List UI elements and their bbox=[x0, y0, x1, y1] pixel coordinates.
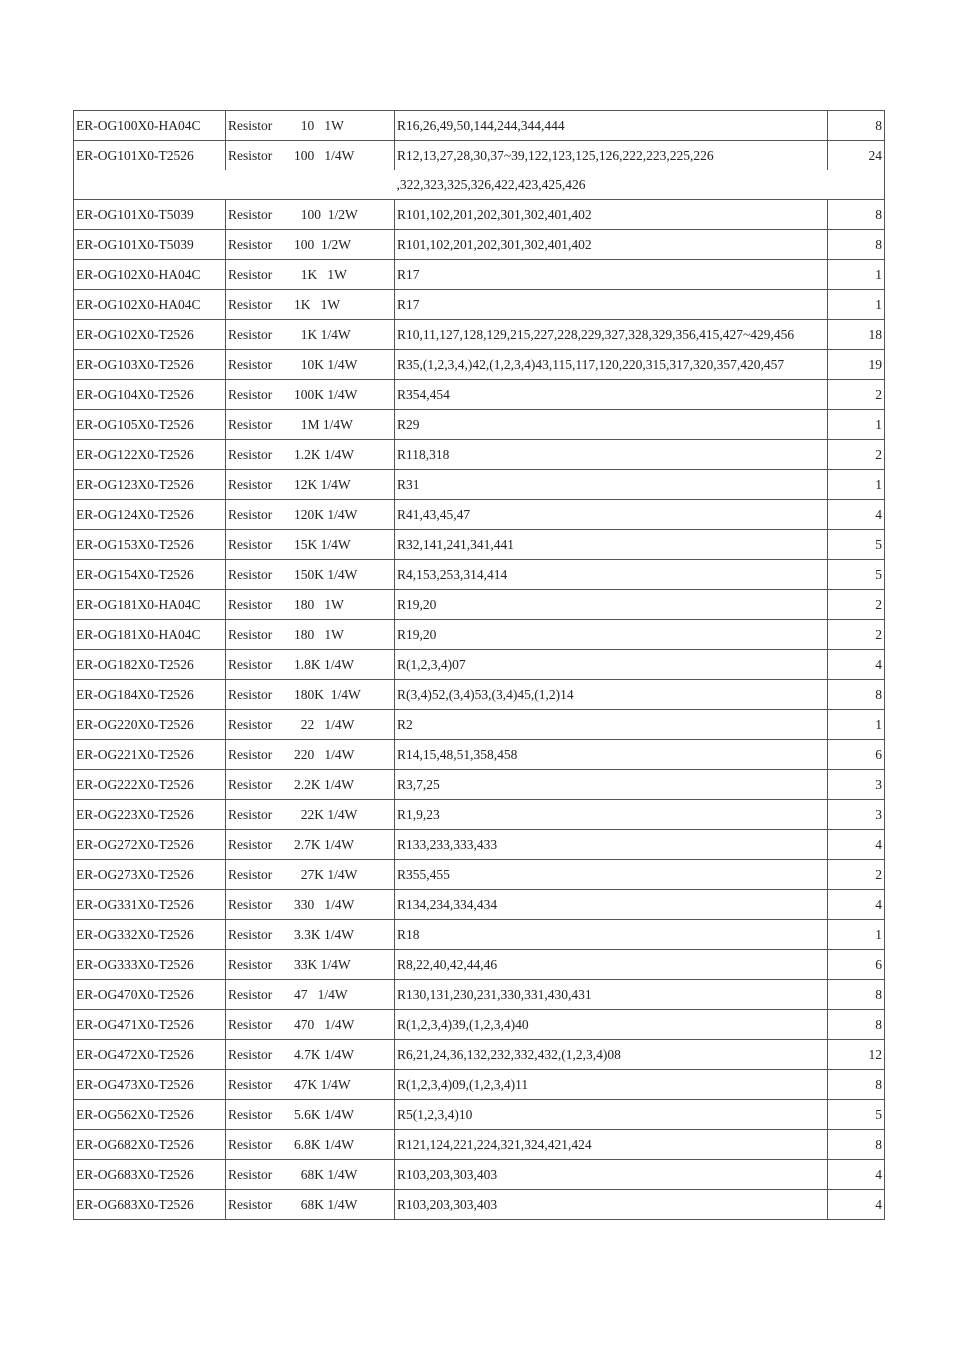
component-value: 470 1/4W bbox=[294, 1016, 355, 1032]
reference-designators-cell: R31 bbox=[395, 470, 828, 500]
quantity-cell: 2 bbox=[828, 620, 885, 650]
component-value: 1.2K 1/4W bbox=[294, 446, 354, 462]
reference-designators-cell: R4,153,253,314,414 bbox=[395, 560, 828, 590]
table-row bbox=[74, 200, 885, 230]
reference-designators-cell: R103,203,303,403 bbox=[395, 1160, 828, 1190]
component-type: Resistor bbox=[228, 686, 273, 702]
component-type: Resistor bbox=[228, 386, 273, 402]
quantity-cell: 5 bbox=[828, 530, 885, 560]
reference-designators-cell: R8,22,40,42,44,46 bbox=[395, 950, 828, 980]
component-value: 1K 1W bbox=[294, 266, 347, 282]
component-type: Resistor bbox=[228, 716, 273, 732]
part-number-cell: ER-OG472X0-T2526 bbox=[74, 1040, 226, 1070]
description-cell bbox=[226, 620, 395, 650]
reference-designators-cell: R3,7,25 bbox=[395, 770, 828, 800]
component-type: Resistor bbox=[228, 596, 273, 612]
description-cell bbox=[226, 320, 395, 350]
table-row bbox=[74, 710, 885, 740]
quantity-cell: 8 bbox=[828, 680, 885, 710]
reference-designators-cell: R29 bbox=[395, 410, 828, 440]
quantity-cell: 6 bbox=[828, 740, 885, 770]
description-cell bbox=[226, 380, 395, 410]
description-cell bbox=[226, 560, 395, 590]
table-row bbox=[74, 980, 885, 1010]
quantity-cell: 4 bbox=[828, 890, 885, 920]
description-cell bbox=[226, 410, 395, 440]
description-cell bbox=[226, 740, 395, 770]
component-type: Resistor bbox=[228, 926, 273, 942]
reference-designators-cell: R130,131,230,231,330,331,430,431 bbox=[395, 980, 828, 1010]
component-value: 1M 1/4W bbox=[294, 416, 353, 432]
description-cell bbox=[226, 350, 395, 380]
description-cell bbox=[226, 1040, 395, 1070]
component-type: Resistor bbox=[228, 1136, 273, 1152]
part-number-cell: ER-OG123X0-T2526 bbox=[74, 470, 226, 500]
reference-designators-cell: R17 bbox=[395, 260, 828, 290]
component-type: Resistor bbox=[228, 416, 273, 432]
table-row bbox=[74, 111, 885, 141]
reference-designators-cell: R12,13,27,28,30,37~39,122,123,125,126,222,223,225,226 bbox=[395, 141, 828, 171]
quantity-cell: 19 bbox=[828, 350, 885, 380]
description-cell bbox=[226, 830, 395, 860]
quantity-cell: 1 bbox=[828, 710, 885, 740]
table-row bbox=[74, 950, 885, 980]
part-number-cell: ER-OG331X0-T2526 bbox=[74, 890, 226, 920]
quantity-cell: 2 bbox=[828, 860, 885, 890]
description-cell bbox=[226, 680, 395, 710]
reference-designators-cell: R19,20 bbox=[395, 590, 828, 620]
component-type: Resistor bbox=[228, 656, 273, 672]
bom-table bbox=[73, 110, 885, 1220]
component-type: Resistor bbox=[228, 446, 273, 462]
component-value: 10K 1/4W bbox=[294, 356, 358, 372]
table-row bbox=[74, 230, 885, 260]
component-type: Resistor bbox=[228, 956, 273, 972]
component-value: 100 1/2W bbox=[294, 206, 358, 222]
component-type: Resistor bbox=[228, 296, 273, 312]
table-row bbox=[74, 740, 885, 770]
component-type: Resistor bbox=[228, 1196, 273, 1212]
part-number-cell: ER-OG272X0-T2526 bbox=[74, 830, 226, 860]
component-type: Resistor bbox=[228, 536, 273, 552]
table-row bbox=[74, 350, 885, 380]
table-row bbox=[74, 1190, 885, 1220]
table-row bbox=[74, 260, 885, 290]
component-type: Resistor bbox=[228, 117, 273, 133]
table-row bbox=[74, 680, 885, 710]
component-value: 100 1/4W bbox=[294, 147, 355, 163]
description-cell bbox=[226, 1070, 395, 1100]
table-row bbox=[74, 470, 885, 500]
table-row bbox=[74, 1130, 885, 1160]
part-number-cell: ER-OG184X0-T2526 bbox=[74, 680, 226, 710]
quantity-cell: 12 bbox=[828, 1040, 885, 1070]
table-row bbox=[74, 890, 885, 920]
reference-designators-cell: R(1,2,3,4)39,(1,2,3,4)40 bbox=[395, 1010, 828, 1040]
component-type: Resistor bbox=[228, 1166, 273, 1182]
component-value: 47K 1/4W bbox=[294, 1076, 351, 1092]
component-value: 180 1W bbox=[294, 626, 344, 642]
table-row bbox=[74, 800, 885, 830]
component-value: 10 1W bbox=[294, 117, 344, 133]
component-value: 120K 1/4W bbox=[294, 506, 358, 522]
table-row bbox=[74, 770, 885, 800]
quantity-cell: 3 bbox=[828, 800, 885, 830]
component-type: Resistor bbox=[228, 806, 273, 822]
reference-designators-cell: R101,102,201,202,301,302,401,402 bbox=[395, 200, 828, 230]
part-number-cell: ER-OG683X0-T2526 bbox=[74, 1160, 226, 1190]
part-number-cell: ER-OG222X0-T2526 bbox=[74, 770, 226, 800]
reference-designators-cell: R134,234,334,434 bbox=[395, 890, 828, 920]
table-row bbox=[74, 860, 885, 890]
reference-designators-cell: R6,21,24,36,132,232,332,432,(1,2,3,4)08 bbox=[395, 1040, 828, 1070]
component-value: 1K 1/4W bbox=[294, 326, 351, 342]
quantity-cell: 1 bbox=[828, 470, 885, 500]
description-cell bbox=[226, 650, 395, 680]
component-type: Resistor bbox=[228, 776, 273, 792]
reference-designators-cell: R5(1,2,3,4)10 bbox=[395, 1100, 828, 1130]
table-row bbox=[74, 500, 885, 530]
quantity-cell: 4 bbox=[828, 1160, 885, 1190]
description-cell bbox=[226, 230, 395, 260]
description-cell bbox=[226, 590, 395, 620]
part-number-cell: ER-OG682X0-T2526 bbox=[74, 1130, 226, 1160]
reference-designators-cell: R355,455 bbox=[395, 860, 828, 890]
quantity-cell: 8 bbox=[828, 230, 885, 260]
component-value: 2.2K 1/4W bbox=[294, 776, 354, 792]
part-number-cell: ER-OG181X0-HA04C bbox=[74, 590, 226, 620]
component-value: 12K 1/4W bbox=[294, 476, 351, 492]
description-cell bbox=[226, 1100, 395, 1130]
component-value: 100 1/2W bbox=[294, 236, 351, 252]
quantity-cell: 8 bbox=[828, 1010, 885, 1040]
description-cell bbox=[226, 890, 395, 920]
component-value: 180 1W bbox=[294, 596, 344, 612]
description-cell bbox=[226, 1190, 395, 1220]
component-type: Resistor bbox=[228, 866, 273, 882]
part-number-cell: ER-OG105X0-T2526 bbox=[74, 410, 226, 440]
table-row bbox=[74, 141, 885, 171]
quantity-cell: 4 bbox=[828, 830, 885, 860]
description-cell bbox=[226, 200, 395, 230]
component-value: 220 1/4W bbox=[294, 746, 355, 762]
component-type: Resistor bbox=[228, 1016, 273, 1032]
part-number-cell: ER-OG102X0-T2526 bbox=[74, 320, 226, 350]
reference-designators-cell: R(1,2,3,4)07 bbox=[395, 650, 828, 680]
description-cell bbox=[226, 290, 395, 320]
component-value: 150K 1/4W bbox=[294, 566, 358, 582]
description-cell bbox=[226, 530, 395, 560]
reference-designators-cell: R2 bbox=[395, 710, 828, 740]
part-number-cell: ER-OG181X0-HA04C bbox=[74, 620, 226, 650]
description-cell bbox=[226, 111, 395, 141]
table-row bbox=[74, 1100, 885, 1130]
description-cell bbox=[226, 260, 395, 290]
table-row bbox=[74, 1160, 885, 1190]
component-type: Resistor bbox=[228, 476, 273, 492]
component-value: 33K 1/4W bbox=[294, 956, 351, 972]
component-value: 4.7K 1/4W bbox=[294, 1046, 354, 1062]
reference-designators-cell: R19,20 bbox=[395, 620, 828, 650]
part-number-cell: ER-OG273X0-T2526 bbox=[74, 860, 226, 890]
component-value: 180K 1/4W bbox=[294, 686, 361, 702]
part-number-cell: ER-OG153X0-T2526 bbox=[74, 530, 226, 560]
description-cell bbox=[226, 1010, 395, 1040]
component-type: Resistor bbox=[228, 147, 273, 163]
part-number-cell: ER-OG124X0-T2526 bbox=[74, 500, 226, 530]
table-row bbox=[74, 290, 885, 320]
table-row bbox=[74, 590, 885, 620]
component-type: Resistor bbox=[228, 1106, 273, 1122]
quantity-cell: 3 bbox=[828, 770, 885, 800]
part-number-cell: ER-OG332X0-T2526 bbox=[74, 920, 226, 950]
table-row bbox=[74, 620, 885, 650]
description-cell bbox=[226, 500, 395, 530]
continuation-blank-cell bbox=[74, 170, 395, 200]
part-number-cell: ER-OG220X0-T2526 bbox=[74, 710, 226, 740]
component-type: Resistor bbox=[228, 1076, 273, 1092]
description-cell bbox=[226, 440, 395, 470]
component-value: 330 1/4W bbox=[294, 896, 355, 912]
reference-designators-cell: R118,318 bbox=[395, 440, 828, 470]
part-number-cell: ER-OG102X0-HA04C bbox=[74, 260, 226, 290]
quantity-cell: 5 bbox=[828, 1100, 885, 1130]
reference-designators-cell: R103,203,303,403 bbox=[395, 1190, 828, 1220]
component-value: 5.6K 1/4W bbox=[294, 1106, 354, 1122]
reference-designators-continued: ,322,323,325,326,422,423,425,426 bbox=[395, 170, 885, 200]
component-type: Resistor bbox=[228, 986, 273, 1002]
reference-designators-cell: R41,43,45,47 bbox=[395, 500, 828, 530]
part-number-cell: ER-OG333X0-T2526 bbox=[74, 950, 226, 980]
quantity-cell: 1 bbox=[828, 260, 885, 290]
part-number-cell: ER-OG101X0-T2526 bbox=[74, 141, 226, 171]
table-row bbox=[74, 320, 885, 350]
reference-designators-cell: R(1,2,3,4)09,(1,2,3,4)11 bbox=[395, 1070, 828, 1100]
part-number-cell: ER-OG470X0-T2526 bbox=[74, 980, 226, 1010]
part-number-cell: ER-OG103X0-T2526 bbox=[74, 350, 226, 380]
component-value: 68K 1/4W bbox=[294, 1196, 358, 1212]
part-number-cell: ER-OG102X0-HA04C bbox=[74, 290, 226, 320]
quantity-cell: 8 bbox=[828, 200, 885, 230]
component-value: 1.8K 1/4W bbox=[294, 656, 354, 672]
quantity-cell: 8 bbox=[828, 111, 885, 141]
part-number-cell: ER-OG101X0-T5039 bbox=[74, 200, 226, 230]
table-row bbox=[74, 380, 885, 410]
part-number-cell: ER-OG683X0-T2526 bbox=[74, 1190, 226, 1220]
reference-designators-cell: R121,124,221,224,321,324,421,424 bbox=[395, 1130, 828, 1160]
reference-designators-cell: R35,(1,2,3,4,)42,(1,2,3,4)43,115,117,120,220,315,317,320,357,420,457 bbox=[395, 350, 828, 380]
reference-designators-cell: R101,102,201,202,301,302,401,402 bbox=[395, 230, 828, 260]
component-value: 22K 1/4W bbox=[294, 806, 358, 822]
quantity-cell: 6 bbox=[828, 950, 885, 980]
quantity-cell: 1 bbox=[828, 920, 885, 950]
table-row bbox=[74, 410, 885, 440]
part-number-cell: ER-OG104X0-T2526 bbox=[74, 380, 226, 410]
component-value: 22 1/4W bbox=[294, 716, 355, 732]
quantity-cell: 2 bbox=[828, 440, 885, 470]
description-cell bbox=[226, 800, 395, 830]
description-cell bbox=[226, 770, 395, 800]
description-cell bbox=[226, 141, 395, 171]
description-cell bbox=[226, 470, 395, 500]
reference-designators-cell: R1,9,23 bbox=[395, 800, 828, 830]
quantity-cell: 2 bbox=[828, 590, 885, 620]
quantity-cell: 8 bbox=[828, 980, 885, 1010]
component-type: Resistor bbox=[228, 836, 273, 852]
reference-designators-cell: R(3,4)52,(3,4)53,(3,4)45,(1,2)14 bbox=[395, 680, 828, 710]
quantity-cell: 18 bbox=[828, 320, 885, 350]
description-cell bbox=[226, 860, 395, 890]
component-value: 47 1/4W bbox=[294, 986, 348, 1002]
description-cell bbox=[226, 1160, 395, 1190]
component-type: Resistor bbox=[228, 236, 273, 252]
component-type: Resistor bbox=[228, 266, 273, 282]
component-type: Resistor bbox=[228, 356, 273, 372]
reference-designators-cell: R17 bbox=[395, 290, 828, 320]
table-row bbox=[74, 830, 885, 860]
component-type: Resistor bbox=[228, 746, 273, 762]
component-type: Resistor bbox=[228, 566, 273, 582]
table-row-continuation bbox=[74, 170, 885, 200]
part-number-cell: ER-OG182X0-T2526 bbox=[74, 650, 226, 680]
description-cell bbox=[226, 980, 395, 1010]
reference-designators-cell: R16,26,49,50,144,244,344,444 bbox=[395, 111, 828, 141]
description-cell bbox=[226, 920, 395, 950]
part-number-cell: ER-OG221X0-T2526 bbox=[74, 740, 226, 770]
component-type: Resistor bbox=[228, 626, 273, 642]
part-number-cell: ER-OG562X0-T2526 bbox=[74, 1100, 226, 1130]
table-row bbox=[74, 1070, 885, 1100]
part-number-cell: ER-OG473X0-T2526 bbox=[74, 1070, 226, 1100]
part-number-cell: ER-OG223X0-T2526 bbox=[74, 800, 226, 830]
reference-designators-cell: R10,11,127,128,129,215,227,228,229,327,328,329,356,415,427~429,456 bbox=[395, 320, 828, 350]
table-row bbox=[74, 650, 885, 680]
quantity-cell: 1 bbox=[828, 410, 885, 440]
description-cell bbox=[226, 1130, 395, 1160]
component-value: 2.7K 1/4W bbox=[294, 836, 354, 852]
component-value: 3.3K 1/4W bbox=[294, 926, 354, 942]
reference-designators-cell: R32,141,241,341,441 bbox=[395, 530, 828, 560]
part-number-cell: ER-OG122X0-T2526 bbox=[74, 440, 226, 470]
bom-table-body bbox=[74, 111, 885, 1220]
component-type: Resistor bbox=[228, 896, 273, 912]
component-value: 100K 1/4W bbox=[294, 386, 358, 402]
table-row bbox=[74, 560, 885, 590]
component-value: 15K 1/4W bbox=[294, 536, 351, 552]
table-row bbox=[74, 530, 885, 560]
reference-designators-cell: R18 bbox=[395, 920, 828, 950]
reference-designators-cell: R14,15,48,51,358,458 bbox=[395, 740, 828, 770]
description-cell bbox=[226, 710, 395, 740]
reference-designators-cell: R354,454 bbox=[395, 380, 828, 410]
component-value: 1K 1W bbox=[294, 296, 341, 312]
part-number-cell: ER-OG471X0-T2526 bbox=[74, 1010, 226, 1040]
quantity-cell: 8 bbox=[828, 1130, 885, 1160]
component-value: 27K 1/4W bbox=[294, 866, 358, 882]
part-number-cell: ER-OG101X0-T5039 bbox=[74, 230, 226, 260]
component-type: Resistor bbox=[228, 1046, 273, 1062]
component-type: Resistor bbox=[228, 326, 273, 342]
table-row bbox=[74, 1010, 885, 1040]
part-number-cell: ER-OG154X0-T2526 bbox=[74, 560, 226, 590]
table-row bbox=[74, 440, 885, 470]
quantity-cell: 4 bbox=[828, 1190, 885, 1220]
quantity-cell: 1 bbox=[828, 290, 885, 320]
part-number-cell: ER-OG100X0-HA04C bbox=[74, 111, 226, 141]
table-row bbox=[74, 920, 885, 950]
component-type: Resistor bbox=[228, 206, 273, 222]
quantity-cell: 24 bbox=[828, 141, 885, 171]
table-row bbox=[74, 1040, 885, 1070]
quantity-cell: 4 bbox=[828, 650, 885, 680]
quantity-cell: 4 bbox=[828, 500, 885, 530]
component-value: 68K 1/4W bbox=[294, 1166, 358, 1182]
quantity-cell: 8 bbox=[828, 1070, 885, 1100]
quantity-cell: 5 bbox=[828, 560, 885, 590]
component-value: 6.8K 1/4W bbox=[294, 1136, 354, 1152]
description-cell bbox=[226, 950, 395, 980]
component-type: Resistor bbox=[228, 506, 273, 522]
quantity-cell: 2 bbox=[828, 380, 885, 410]
reference-designators-cell: R133,233,333,433 bbox=[395, 830, 828, 860]
